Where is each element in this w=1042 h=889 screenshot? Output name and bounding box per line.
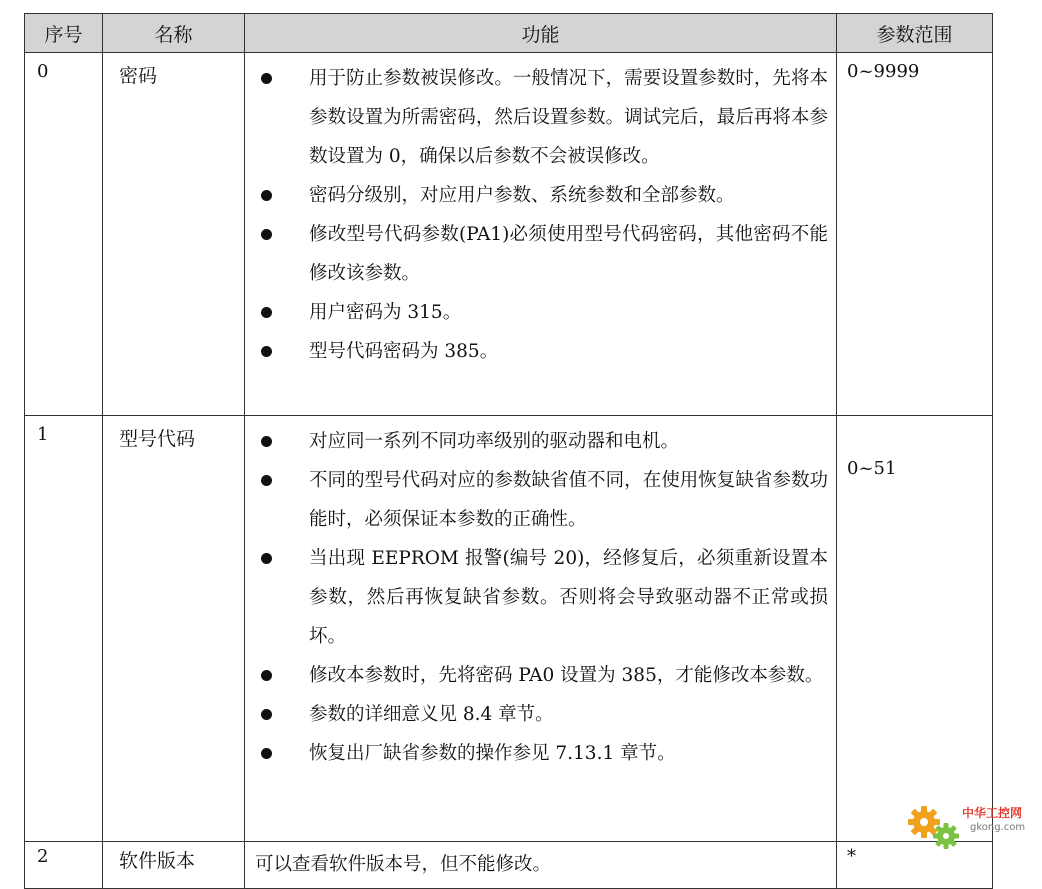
- row-function: [245, 842, 837, 889]
- row-name: 型号代码: [103, 416, 245, 842]
- bullet-icon: [251, 539, 309, 656]
- bullet-icon: [251, 215, 309, 293]
- table-header-row: [25, 14, 993, 53]
- bullet-item: 修改型号代码参数(PA1)必须使用型号代码密码，其他密码不能修改该参数。: [251, 215, 828, 293]
- bullet-item: 对应同一系列不同功率级别的驱动器和电机。: [251, 422, 828, 461]
- bullet-icon: [251, 176, 309, 215]
- row-function-text: 可以查看软件版本号，但不能修改。: [255, 854, 552, 875]
- table-row: [25, 53, 993, 416]
- bullet-item: 恢复出厂缺省参数的操作参见 7.13.1 章节。: [251, 734, 828, 773]
- table-row: [25, 842, 993, 889]
- header-index: 序号: [25, 14, 103, 53]
- bullet-item: 用于防止参数被误修改。一般情况下，需要设置参数时，先将本参数设置为所需密码，然后设置参数。调试完后，最后再将本参数设置为 0，确保以后参数不会被误修改。: [251, 59, 828, 176]
- bullet-item: 用户密码为 315。: [251, 293, 828, 332]
- watermark-logo: [904, 798, 1036, 856]
- bullet-icon: [251, 695, 309, 734]
- row-index: 0: [25, 53, 103, 416]
- header-function: 功能: [245, 14, 837, 53]
- watermark-url: gkong.com: [970, 822, 1026, 833]
- row-function: [245, 416, 837, 842]
- bullet-icon: [251, 293, 309, 332]
- parameter-table: [24, 13, 993, 889]
- bullet-item: 密码分级别，对应用户参数、系统参数和全部参数。: [251, 176, 828, 215]
- bullet-item: 当出现 EEPROM 报警(编号 20)，经修复后，必须重新设置本参数，然后再恢复缺省参数。否则将会导致驱动器不正常或损坏。: [251, 539, 828, 656]
- bullet-icon: [251, 59, 309, 176]
- row-index: 2: [25, 842, 103, 889]
- bullet-item: 不同的型号代码对应的参数缺省值不同，在使用恢复缺省参数功能时，必须保证本参数的正确性。: [251, 461, 828, 539]
- bullet-icon: [251, 656, 309, 695]
- row-name: 密码: [103, 53, 245, 416]
- row-function: [245, 53, 837, 416]
- row-range: *: [837, 842, 993, 889]
- header-name: 名称: [103, 14, 245, 53]
- row-range: 0~9999: [837, 53, 993, 416]
- header-range: 参数范围: [837, 14, 993, 53]
- bullet-item: 参数的详细意义见 8.4 章节。: [251, 695, 828, 734]
- bullet-item: 修改本参数时，先将密码 PA0 设置为 385，才能修改本参数。: [251, 656, 828, 695]
- gear-icon: [904, 798, 964, 856]
- bullet-item: 型号代码密码为 385。: [251, 332, 828, 371]
- bullet-icon: [251, 461, 309, 539]
- table-row: [25, 416, 993, 842]
- watermark-name: 中华工控网: [962, 806, 1023, 820]
- bullet-icon: [251, 734, 309, 773]
- bullet-icon: [251, 422, 309, 461]
- row-range: 0~51: [837, 416, 993, 842]
- row-name: 软件版本: [103, 842, 245, 889]
- bullet-icon: [251, 332, 309, 371]
- row-index: 1: [25, 416, 103, 842]
